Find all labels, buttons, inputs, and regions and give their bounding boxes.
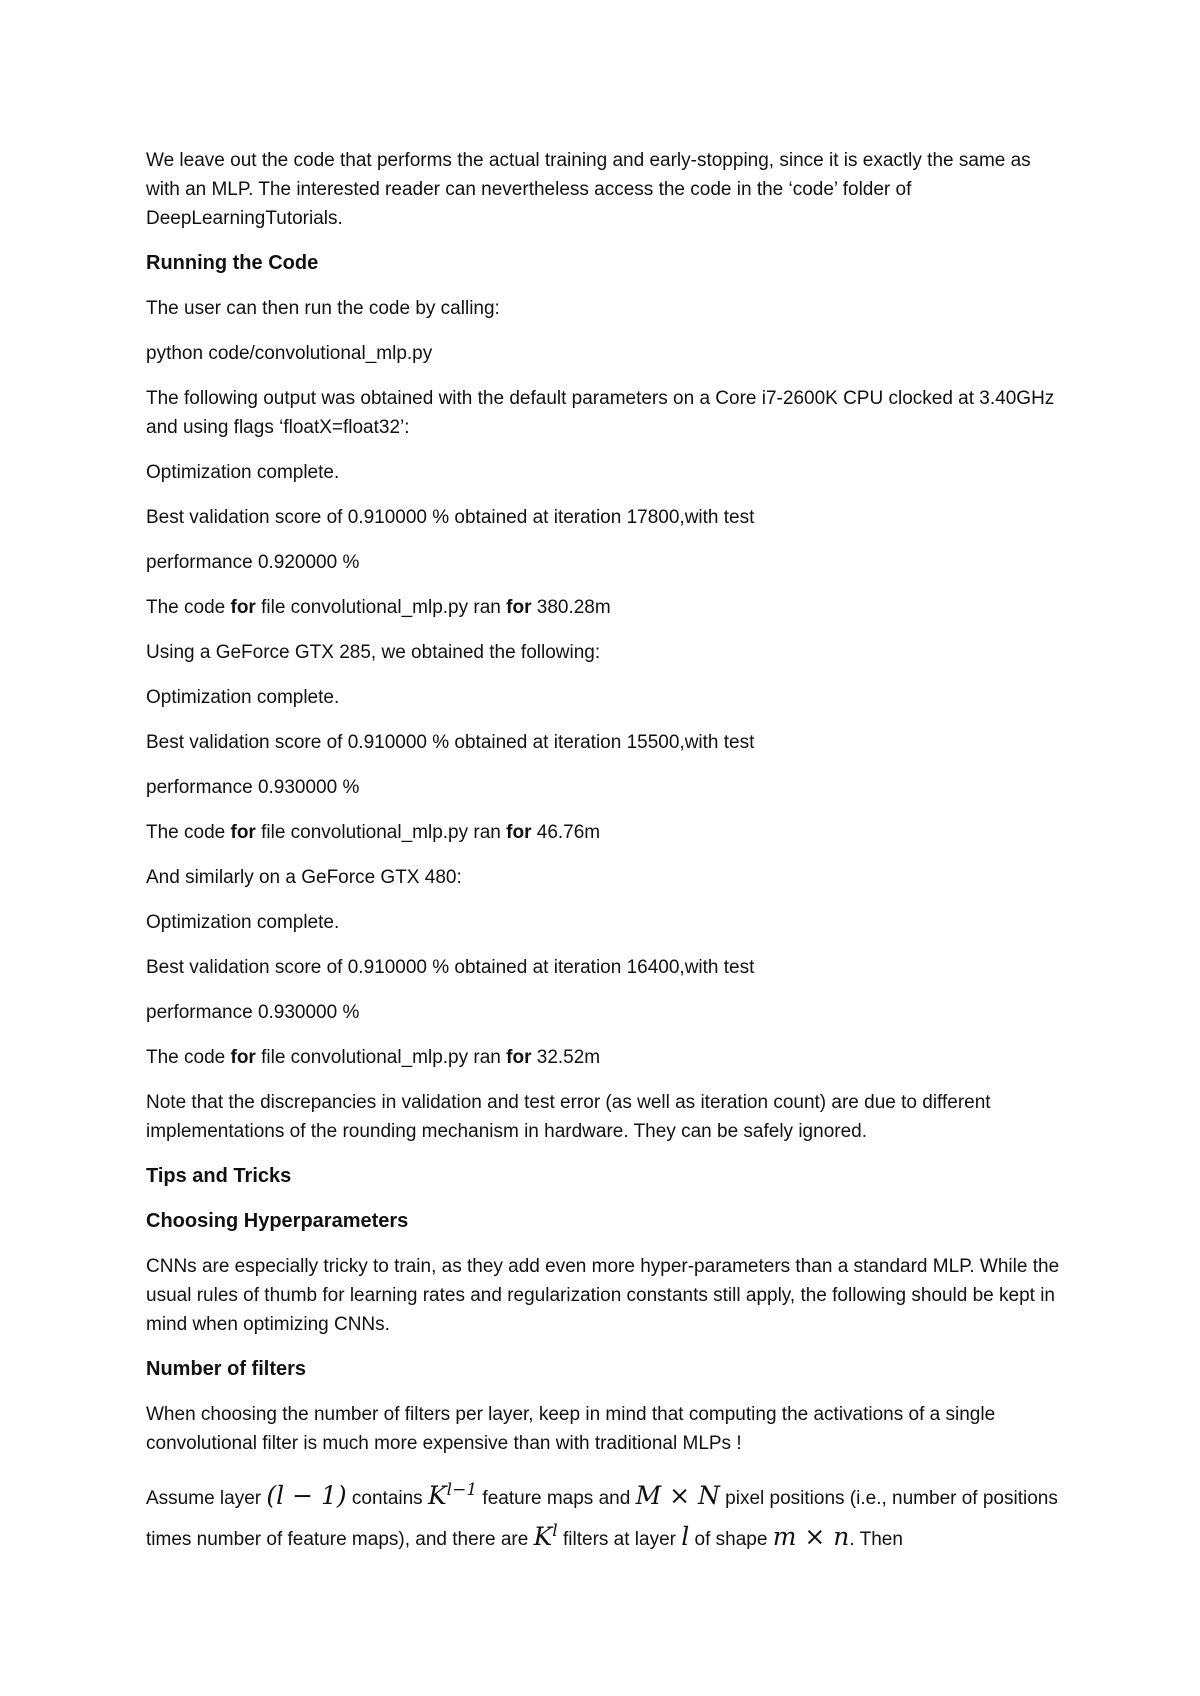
hyperparameters-paragraph: CNNs are especially tricky to train, as they add even more hyper-parameters than a standard MLP. While the usual rules of thumb for learning rates and regularization constants still apply, the following should be kept in mind when optimizing CNNs.: [146, 1256, 1060, 1335]
run1-best-score: Best validation score of 0.910000 % obtained at iteration 17800,with test: [146, 507, 755, 528]
section-heading-running: Running the Code: [146, 252, 319, 274]
assume-text-2: contains: [346, 1488, 428, 1509]
run-command: python code/convolutional_mlp.py: [146, 343, 433, 364]
section-heading-hyperparameters: Choosing Hyperparameters: [146, 1210, 409, 1232]
discrepancy-note: Note that the discrepancies in validation and test error (as well as iteration count) are due to different implementations of the rounding mechanism in hardware. They can be safely ignored.: [146, 1092, 991, 1142]
assume-text-4: pixel positions (i.e., number of positions times number of feature maps), and there are: [146, 1488, 1058, 1550]
assume-text-6: of shape: [689, 1529, 773, 1550]
run2-time: 46.76m: [531, 822, 601, 843]
run2-code-mid: file convolutional_mlp.py ran: [255, 822, 507, 843]
assume-layer-paragraph: [146, 1474, 1066, 1556]
run2-performance: performance 0.930000 %: [146, 777, 360, 798]
math-k-l-base: K: [533, 1522, 553, 1551]
run-call-text: The user can then run the code by calling:: [146, 298, 500, 319]
run3-performance: performance 0.930000 %: [146, 1002, 360, 1023]
assume-text-3: feature maps and: [477, 1488, 636, 1509]
math-m-times-n: M × N: [635, 1481, 720, 1510]
run3-complete: Optimization complete.: [146, 912, 340, 933]
run2-best-score: Best validation score of 0.910000 % obtained at iteration 15500,with test: [146, 732, 755, 753]
document-page: [146, 146, 1066, 1556]
run3-code-mid: file convolutional_mlp.py ran: [255, 1047, 507, 1068]
run1-time: 380.28m: [531, 597, 611, 618]
cpu-output-intro: The following output was obtained with the default parameters on a Core i7-2600K CPU clocked at 3.40GHz and using flags ‘floatX=float32’:: [146, 388, 1055, 438]
section-heading-filters: Number of filters: [146, 1358, 307, 1380]
math-k-l-superscript: l: [552, 1521, 558, 1541]
intro-paragraph: We leave out the code that performs the actual training and early-stopping, since it is exactly the same as with an MLP. The interested reader can nevertheless access the code in the ‘code’ folder of DeepLearningTutorials.: [146, 150, 1031, 229]
assume-text-5: filters at layer: [557, 1529, 682, 1550]
math-k-base: K: [427, 1481, 447, 1510]
run2-complete: Optimization complete.: [146, 687, 340, 708]
assume-text-1: Assume layer: [146, 1488, 267, 1509]
math-k-l: [534, 1522, 558, 1551]
math-layer-l-minus-1: (l − 1): [266, 1481, 347, 1510]
run1-code-mid: file convolutional_mlp.py ran: [255, 597, 507, 618]
run1-code-prefix: The code: [146, 597, 231, 618]
run1-performance: performance 0.920000 %: [146, 552, 360, 573]
run2-code-time: [146, 818, 1066, 847]
run1-for-keyword-2: for: [506, 597, 532, 618]
run1-code-time: [146, 593, 1066, 622]
math-small-m-times-n: m × n: [772, 1522, 850, 1551]
math-k-superscript: l−1: [446, 1480, 478, 1500]
gpu285-intro: Using a GeForce GTX 285, we obtained the following:: [146, 642, 601, 663]
gpu480-intro: And similarly on a GeForce GTX 480:: [146, 867, 462, 888]
run3-for-keyword-2: for: [506, 1047, 532, 1068]
run3-code-time: [146, 1043, 1066, 1072]
run2-for-keyword-2: for: [506, 822, 532, 843]
section-heading-tips: Tips and Tricks: [146, 1165, 292, 1187]
math-k-l-minus-1: [428, 1481, 477, 1510]
run3-code-prefix: The code: [146, 1047, 231, 1068]
run2-code-prefix: The code: [146, 822, 231, 843]
run3-time: 32.52m: [531, 1047, 601, 1068]
run2-for-keyword: for: [230, 822, 256, 843]
run3-best-score: Best validation score of 0.910000 % obtained at iteration 16400,with test: [146, 957, 755, 978]
assume-text-7: . Then: [849, 1529, 903, 1550]
filters-paragraph: When choosing the number of filters per layer, keep in mind that computing the activations of a single convolutional filter is much more expensive than with traditional MLPs !: [146, 1404, 996, 1454]
run1-for-keyword: for: [230, 597, 256, 618]
run3-for-keyword: for: [230, 1047, 256, 1068]
run1-complete: Optimization complete.: [146, 462, 340, 483]
math-l: l: [681, 1522, 690, 1551]
